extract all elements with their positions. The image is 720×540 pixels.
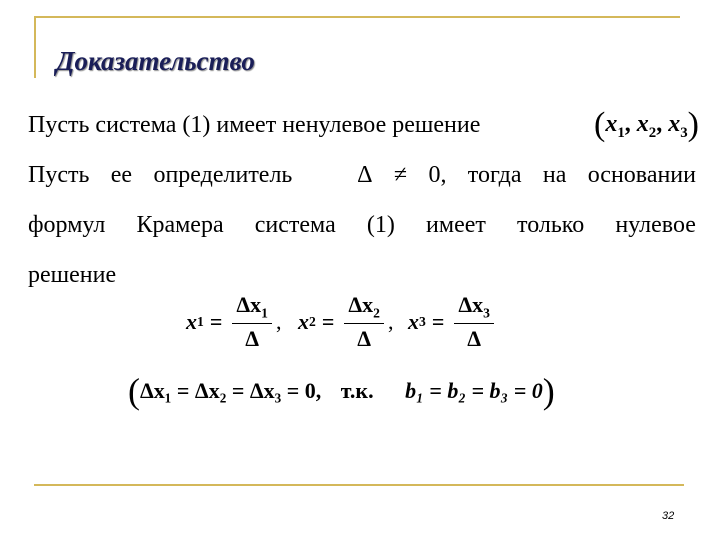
text-line-2: Пусть ее определитель Δ ≠ 0, тогда на основании — [28, 162, 696, 188]
not-equal-symbol: ≠ — [393, 162, 408, 188]
zero-solution-equation: (Δx₁ = Δx₂ = Δx₃ = 0, т.к. b₁ = b₂ = b₃ = 0) — [128, 371, 555, 411]
page-number: 32 — [662, 510, 675, 522]
formula-x3: x 3 = $\frac{\Delta x_3}{\Delta}$ — [408, 294, 498, 350]
text-line-1: Пусть система (1) имеет ненулевое решение — [28, 112, 481, 138]
solution-triple: ($x_1$, $x_2$, $x_3$) — [594, 106, 699, 143]
frame-left-rule — [34, 16, 36, 78]
delta-symbol: Δ — [357, 162, 373, 188]
slide-title: Доказательство — [56, 46, 255, 76]
formula-x2: x 2 = $\frac{\Delta x_2}{\Delta}$ , — [298, 291, 394, 352]
formula-x1: x 1 = $\frac{\Delta x_1}{\Delta}$ , — [186, 291, 282, 352]
text-line-4: решение — [28, 262, 117, 288]
frame-top-rule — [34, 16, 680, 18]
text-line-3: формул Крамера система (1) имеет только нулевое — [28, 212, 696, 238]
footer-rule — [34, 484, 684, 486]
